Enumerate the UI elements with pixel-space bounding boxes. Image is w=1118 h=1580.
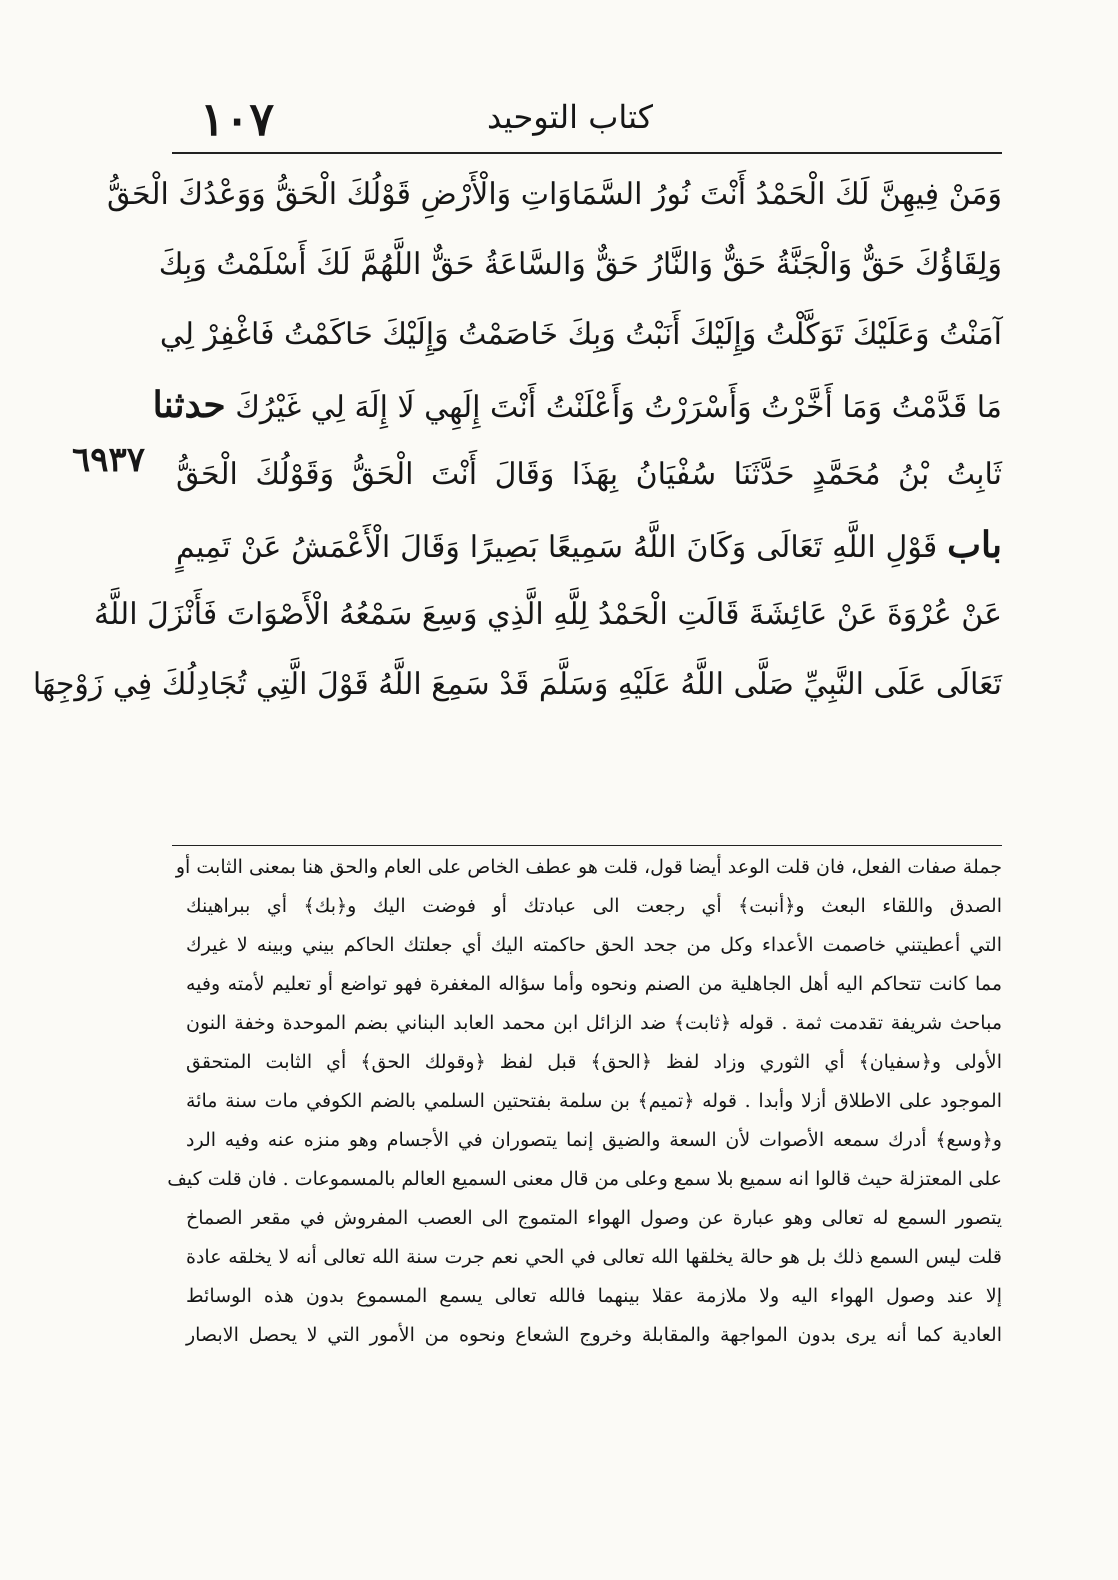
commentary-line: الصدق واللقاء البعث و﴿أنبت﴾ أي رجعت الى عبادتك أو فوضت اليك و﴿بك﴾ أي ببراهينك	[186, 895, 1002, 917]
commentary	[167, 848, 1002, 1355]
commentary-line: على المعتزلة حيث قالوا انه سميع بلا سمع وعلى من قال معنى السميع العالم بالمسموعات . فان قلت كيف	[167, 1168, 1002, 1190]
main-line: ثَابِتُ بْنُ مُحَمَّدٍ حَدَّثَنَا سُفْيَانُ بِهَذَا وَقَالَ أَنْتَ الْحَقُّ وَقَوْلُكَ الْحَقُّ	[176, 457, 1002, 492]
main-line: وَمَنْ فِيهِنَّ لَكَ الْحَمْدُ أَنْتَ نُورُ السَّمَاوَاتِ وَالْأَرْضِ قَوْلُكَ الْحَقُّ وَوَعْدُكَ الْحَقُّ	[107, 177, 1002, 212]
commentary-line: التي أعطيتني خاصمت الأعداء وكل من جحد الحق حاكمته اليك أي جعلتك الحاكم بيني وبينه لا غيرك	[186, 934, 1002, 956]
commentary-line: إلا عند وصول الهواء اليه ولا ملازمة عقلا بينهما فالله تعالى يسمع المسموع بدون هذه الوسائط	[186, 1285, 1002, 1307]
page-number: ١٠٧	[200, 92, 275, 146]
bab-label: باب	[947, 524, 1002, 566]
haddathana-label: حدثنا	[152, 384, 226, 426]
commentary-line: العادية كما أنه يرى بدون المواجهة والمقابلة وخروج الشعاع ونحوه من الأمور التي لا يحصل الابصار	[186, 1324, 1002, 1346]
main-line	[176, 510, 1002, 580]
main-line-text: مَا قَدَّمْتُ وَمَا أَخَّرْتُ وَأَسْرَرْتُ وَأَعْلَنْتُ أَنْتَ إِلَهِي لَا إِلَهَ لِي غَيْرُكَ	[235, 390, 1002, 425]
main-line: عَنْ عُرْوَةَ عَنْ عَائِشَةَ قَالَتِ الْحَمْدُ لِلَّهِ الَّذِي وَسِعَ سَمْعُهُ الْأَصْوَاتَ فَأَنْزَلَ اللَّهُ	[94, 597, 1002, 632]
main-line	[152, 370, 1002, 440]
main-line: وَلِقَاؤُكَ حَقٌّ وَالْجَنَّةُ حَقٌّ وَالنَّارُ حَقٌّ وَالسَّاعَةُ حَقٌّ اللَّهُمَّ لَكَ أَسْلَمْتُ وَبِكَ	[158, 247, 1002, 282]
main-line-text: قَوْلِ اللَّهِ تَعَالَى وَكَانَ اللَّهُ سَمِيعًا بَصِيرًا وَقَالَ الْأَعْمَشُ عَنْ تَمِيمٍ	[176, 530, 938, 565]
commentary-line: قلت ليس السمع ذلك بل هو حالة يخلقها الله تعالى في الحي نعم جرت سنة الله تعالى أنه لا يخلقه عادة	[186, 1246, 1002, 1268]
commentary-line: الأولى و﴿سفيان﴾ أي الثوري وزاد لفظ ﴿الحق﴾ قبل لفظ ﴿وقولك الحق﴾ أي الثابت المتحقق	[186, 1051, 1002, 1073]
commentary-line: الموجود على الاطلاق أزلا وأبدا . قوله ﴿تميم﴾ بن سلمة بفتحتين السلمي بالضم الكوفي مات سنة مائة	[186, 1090, 1002, 1112]
header-rule	[172, 152, 1002, 154]
footnote-rule	[172, 845, 1002, 846]
commentary-line: مما كانت تتحاكم اليه أهل الجاهلية من الصنم ونحوه وأما سؤاله المغفرة فهو تواضع أو تعليم لأمته وفيه	[186, 973, 1002, 995]
commentary-line: مباحث شريفة تقدمت ثمة . قوله ﴿ثابت﴾ ضد الزائل ابن محمد العابد البناني بضم الموحدة وخفة النون	[186, 1012, 1002, 1034]
main-line: آمَنْتُ وَعَلَيْكَ تَوَكَّلْتُ وَإِلَيْكَ أَنَبْتُ وَبِكَ خَاصَمْتُ وَإِلَيْكَ حَاكَمْتُ فَاغْفِرْ لِي	[159, 317, 1002, 352]
commentary-line: و﴿وسع﴾ أدرك سمعه الأصوات لأن السعة والضيق إنما يتصوران في الأجسام وهو منزه عنه وفيه الرد	[186, 1129, 1002, 1151]
hadith-number: ٦٩٣٧	[72, 440, 146, 480]
main-line: تَعَالَى عَلَى النَّبِيِّ صَلَّى اللَّهُ عَلَيْهِ وَسَلَّمَ قَدْ سَمِعَ اللَّهُ قَوْلَ الَّتِي تُجَادِلُكَ فِي زَوْجِهَا	[32, 667, 1002, 702]
commentary-line: جملة صفات الفعل، فان قلت الوعد أيضا قول، قلت هو عطف الخاص على العام والحق هنا بمعنى الثابت أو	[175, 856, 1002, 878]
commentary-line: يتصور السمع له تعالى وهو عبارة عن وصول الهواء المتموج الى العصب المفروش في مقعر الصماخ	[186, 1207, 1002, 1229]
running-title: كتاب التوحيد	[487, 98, 653, 136]
